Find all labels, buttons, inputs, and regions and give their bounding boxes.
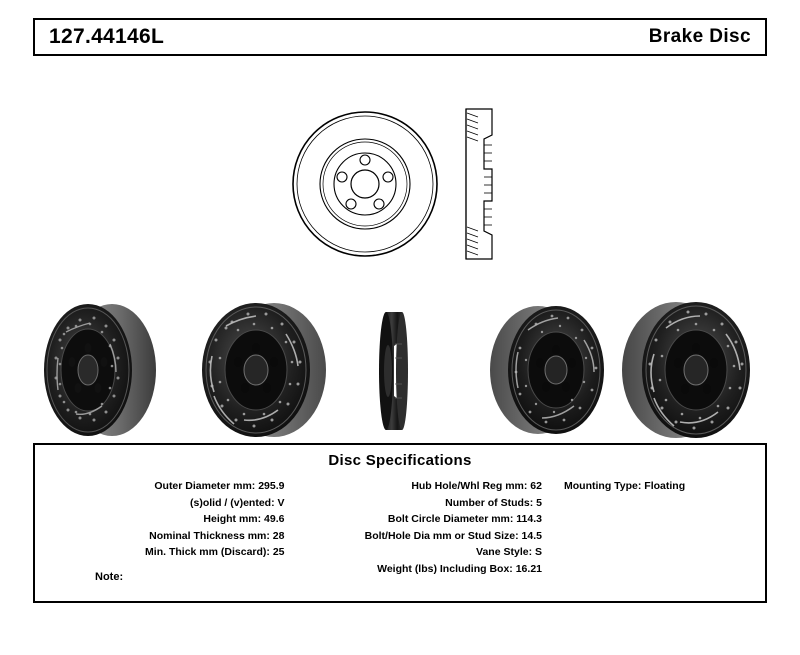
- spec-item: Weight (lbs) Including Box: 16.21: [377, 562, 542, 575]
- spec-item: Bolt/Hole Dia mm or Stud Size: 14.5: [364, 529, 542, 542]
- spec-item: Outer Diameter mm: 295.9: [154, 480, 285, 492]
- spec-item: Number of Studs: 5: [445, 496, 542, 509]
- page-title: Brake Disc: [648, 26, 751, 47]
- spec-columns: [35, 478, 765, 577]
- rotor-photo-edge-profile: [368, 300, 424, 445]
- spec-column-middle: [291, 478, 547, 577]
- rotor-face-line-drawing: [291, 110, 439, 258]
- spec-item: Nominal Thickness mm: 28: [149, 529, 285, 542]
- note-label: Note:: [95, 571, 124, 583]
- part-number: 127.44146L: [49, 25, 165, 48]
- spec-item: Hub Hole/Whl Reg mm: 62: [411, 480, 542, 492]
- spec-item: Min. Thick mm (Discard): 25: [145, 546, 285, 558]
- disc-specifications-panel: [33, 443, 767, 603]
- spec-item: Bolt Circle Diameter mm: 114.3: [387, 513, 542, 525]
- rotor-photo-front-left: [182, 300, 342, 445]
- rotor-photo-right-angle: [608, 300, 768, 445]
- rotor-cross-section-line-drawing: [462, 105, 508, 263]
- spec-item: Height mm: 49.6: [203, 513, 285, 525]
- spec-section-title: Disc Specifications: [328, 452, 472, 469]
- rotor-photo-left-angle: [32, 300, 182, 445]
- spec-item: Mounting Type: Floating: [564, 480, 686, 492]
- spec-item: Vane Style: S: [476, 546, 542, 558]
- header-bar: [33, 18, 767, 56]
- rotor-photo-row: [22, 300, 778, 440]
- spec-column-right: [546, 478, 765, 577]
- spec-column-left: [35, 478, 291, 577]
- spec-item: (s)olid / (v)ented: V: [190, 496, 285, 509]
